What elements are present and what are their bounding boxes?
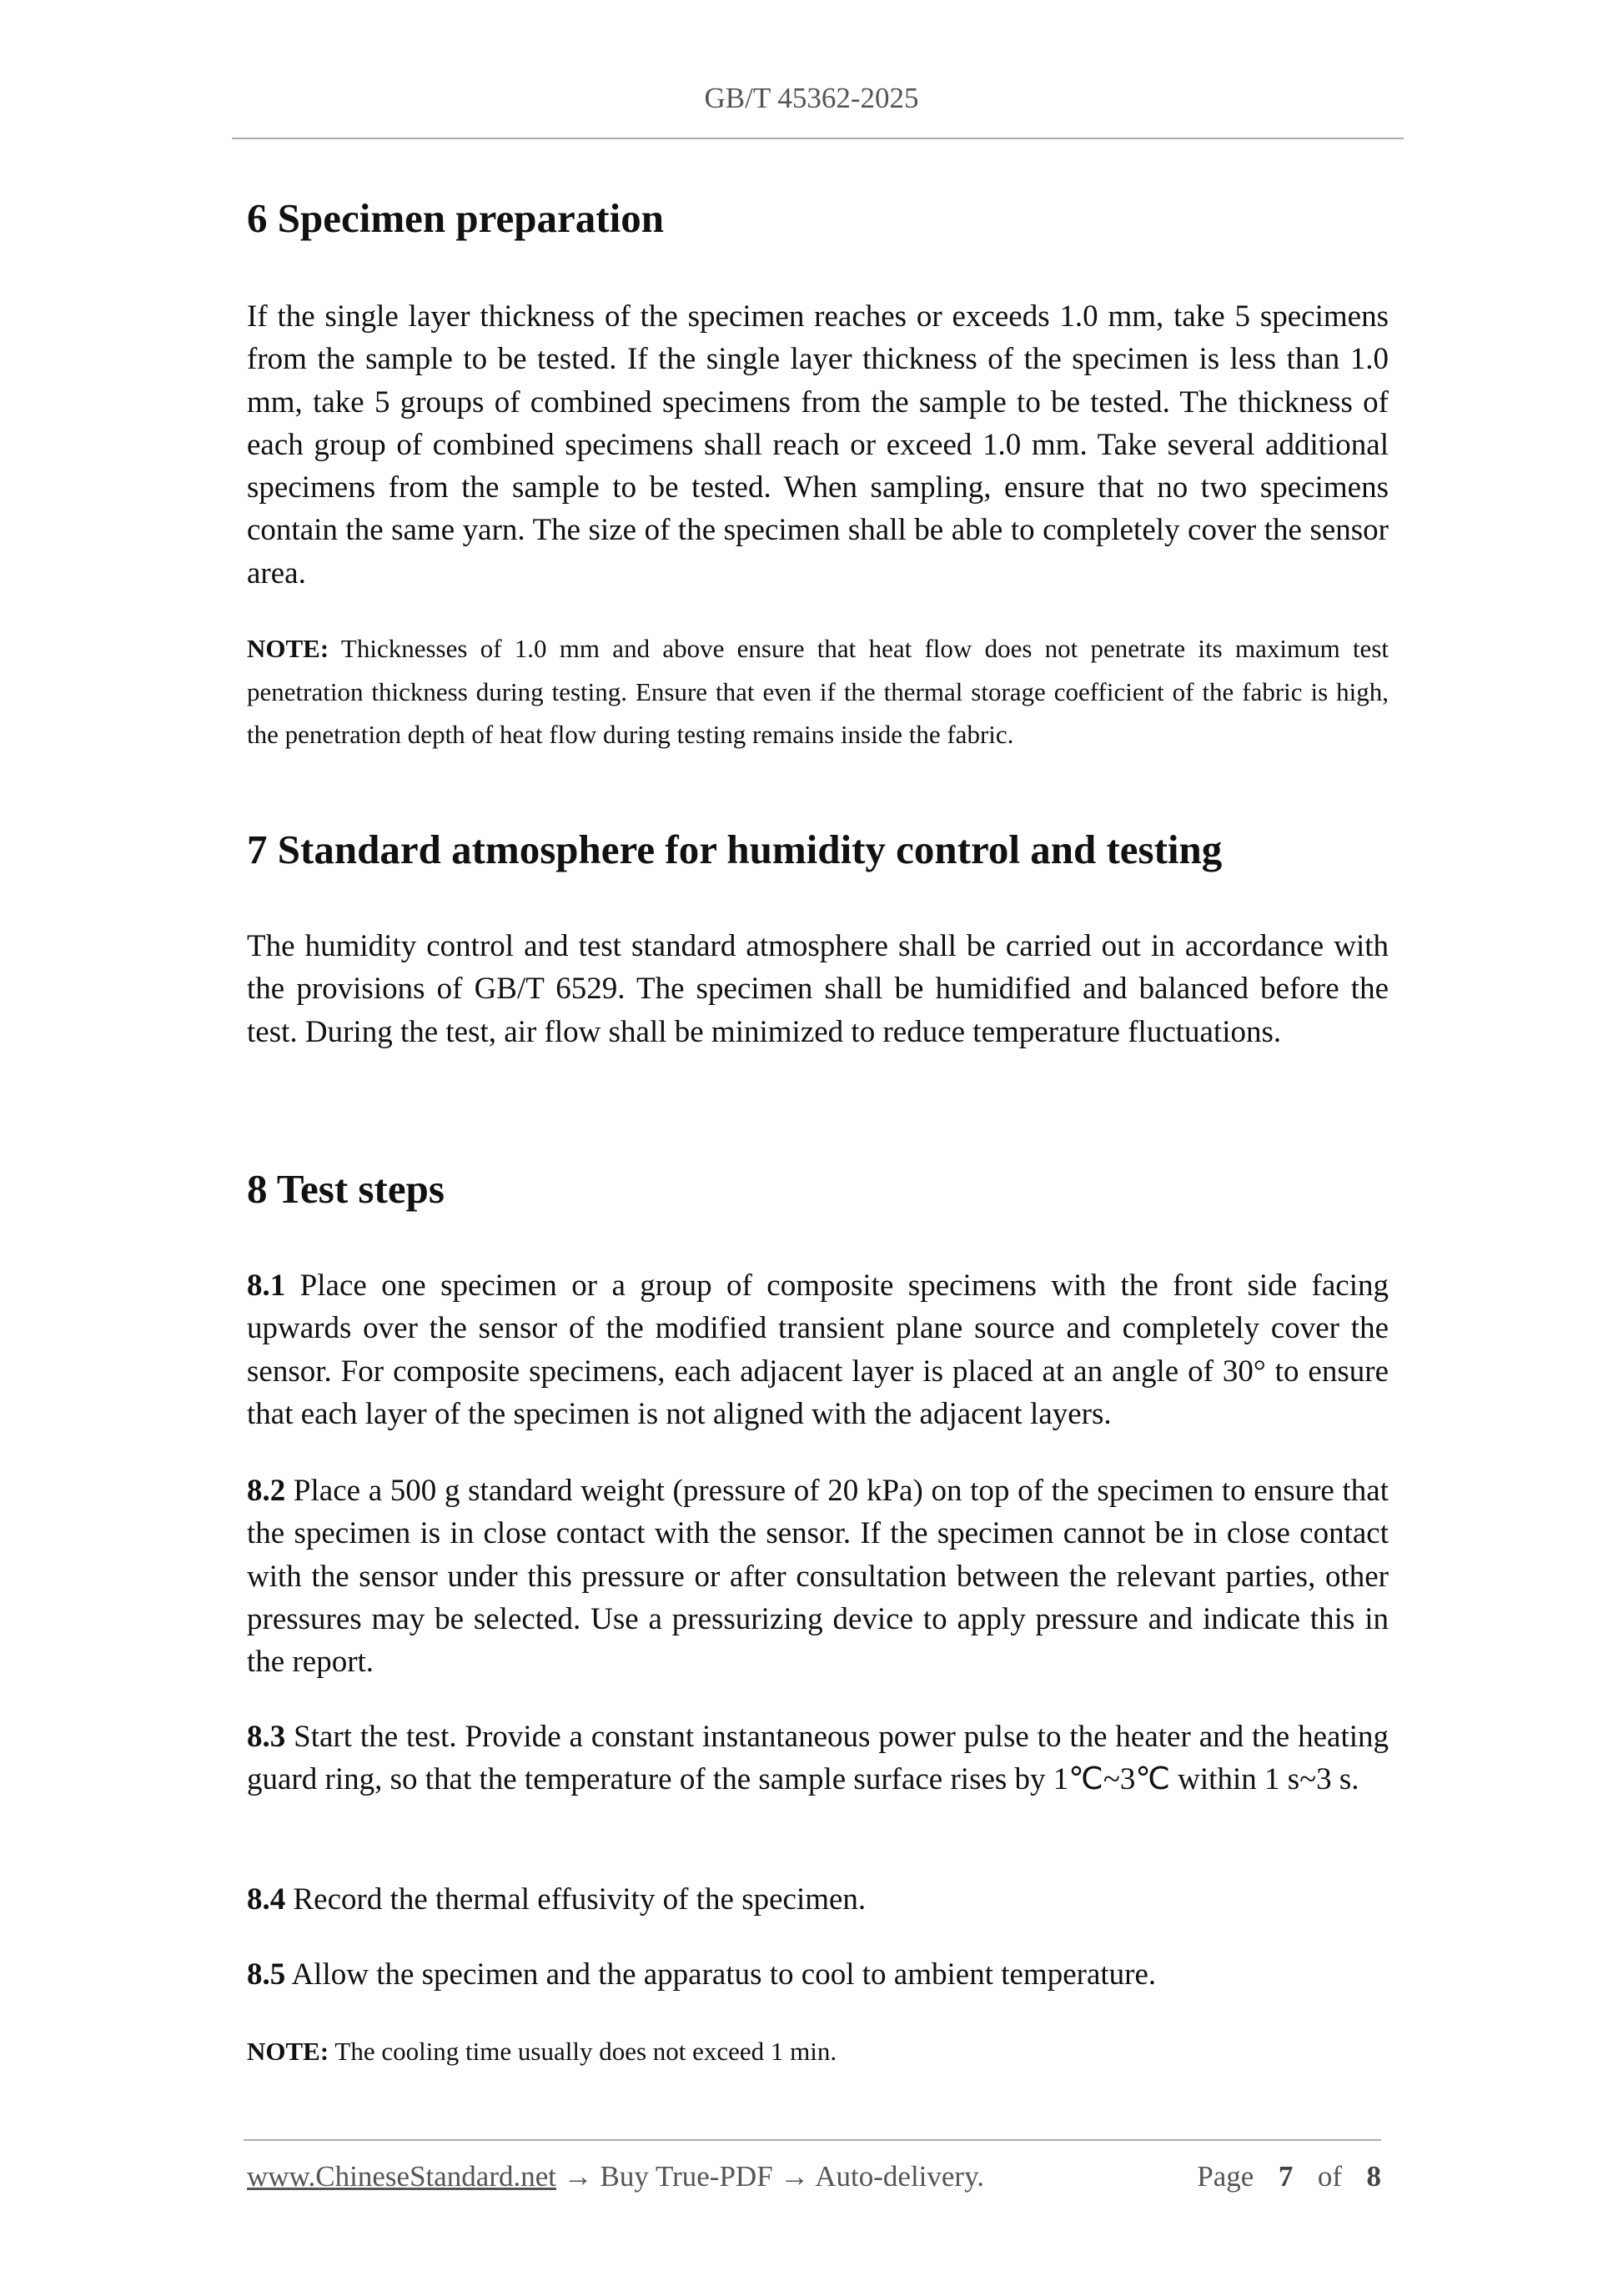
header-divider bbox=[232, 138, 1404, 139]
step-8-5 bbox=[247, 1953, 1389, 1996]
section-8-note bbox=[247, 2030, 1389, 2073]
delivery-text: Auto-delivery. bbox=[815, 2160, 985, 2193]
step-text: Record the thermal effusivity of the specimen. bbox=[285, 1882, 867, 1917]
buy-text: Buy True-PDF bbox=[600, 2160, 773, 2193]
step-number: 8.4 bbox=[247, 1882, 286, 1917]
page-total: 8 bbox=[1366, 2160, 1381, 2193]
step-8-1 bbox=[247, 1264, 1389, 1435]
section-8-heading: 8 Test steps bbox=[247, 1166, 445, 1212]
section-6-paragraph: If the single layer thickness of the specimen reaches or exceeds 1.0 mm, take 5 specimens from the sample to be tested. If the single layer thickness of the specimen is less than 1.0 mm, take 5 groups of combined specimens from the sample to be tested. The thickness of each group of combined specimens shall reach or exceed 1.0 mm. Take several additional specimens from the sample to be tested. When sampling, ensure that no two specimens contain the same yarn. The size of the specimen shall be able to completely cover the sensor area. bbox=[247, 299, 1389, 590]
document-code-header: GB/T 45362-2025 bbox=[704, 82, 919, 114]
note-label: NOTE: bbox=[247, 634, 329, 663]
step-8-4 bbox=[247, 1878, 1389, 1921]
arrow-icon: → bbox=[556, 2160, 600, 2193]
note-text: Thicknesses of 1.0 mm and above ensure that heat flow does not penetrate its maximum test penetration thickness during testing. Ensure that even if the thermal storage coefficient of the fabric is high, the penetration depth of heat flow during testing remains inside the fabric. bbox=[247, 634, 1389, 749]
step-text: Start the test. Provide a constant instantaneous power pulse to the heater and the heating guard ring, so that the temperature of the sample surface rises by 1℃~3℃ within 1 s~3 s. bbox=[247, 1720, 1389, 1797]
section-7-paragraph: The humidity control and test standard atmosphere shall be carried out in accordance with the provisions of GB/T 6529. The specimen shall be humidified and balanced before the test. During the test, air flow shall be minimized to reduce temperature fluctuations. bbox=[247, 929, 1389, 1049]
step-text: Allow the specimen and the apparatus to cool to ambient temperature. bbox=[285, 1957, 1157, 1992]
page-label: Page bbox=[1197, 2160, 1254, 2193]
arrow-icon: → bbox=[772, 2160, 816, 2193]
page-number: 7 bbox=[1278, 2160, 1294, 2193]
step-text: Place one specimen or a group of composite specimens with the front side facing upwards over the sensor of the modified transient plane source and completely cover the sensor. For composite specimens, each adjacent layer is placed at an angle of 30° to ensure that each layer of the specimen is not aligned with the adjacent layers. bbox=[247, 1269, 1389, 1431]
note-label: NOTE: bbox=[247, 2037, 329, 2066]
step-number: 8.2 bbox=[247, 1474, 286, 1508]
section-6-heading: 6 Specimen preparation bbox=[247, 195, 664, 241]
footer-divider bbox=[244, 2139, 1381, 2141]
note-text: The cooling time usually does not exceed 1 min. bbox=[329, 2037, 837, 2066]
step-8-3 bbox=[247, 1716, 1389, 1801]
footer bbox=[247, 2160, 1381, 2193]
page-indicator bbox=[1197, 2160, 1381, 2193]
step-number: 8.3 bbox=[247, 1720, 286, 1754]
of-label: of bbox=[1317, 2160, 1342, 2193]
step-text: Place a 500 g standard weight (pressure of 20 kPa) on top of the specimen to ensure that the specimen is in close contact with the sensor. If the specimen cannot be in close contact with the sensor under this pressure or after consultation between the relevant parties, other pressures may be selected. Use a pressurizing device to apply pressure and indicate this in the report. bbox=[247, 1474, 1389, 1680]
step-number: 8.5 bbox=[247, 1957, 286, 1992]
step-number: 8.1 bbox=[247, 1269, 286, 1303]
section-7-heading: 7 Standard atmosphere for humidity control and testing bbox=[247, 826, 1223, 872]
website-link[interactable]: www.ChineseStandard.net bbox=[247, 2160, 556, 2193]
step-8-2 bbox=[247, 1470, 1389, 1683]
footer-promo bbox=[247, 2160, 984, 2193]
section-6-note bbox=[247, 627, 1389, 756]
